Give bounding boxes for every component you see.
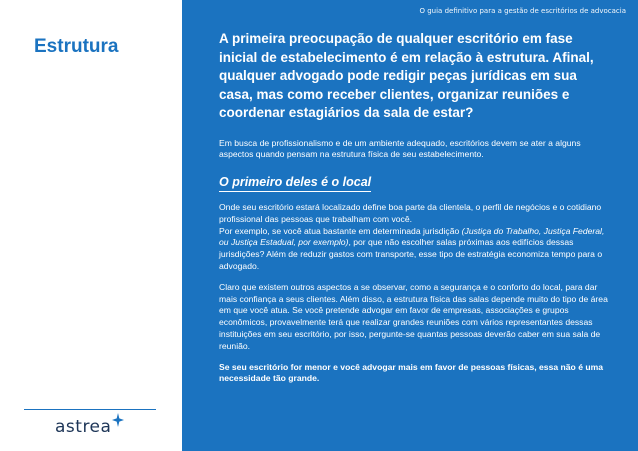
lead-paragraph: A primeira preocupação de qualquer escritório em fase inicial de estabelecimento é em relação à estrutura. Afinal, qualquer advogado pode redigir peças jurídicas em sua casa, mas como receber clientes, organizar reuniões e coordenar estagiários da sala de estar? — [219, 31, 594, 120]
aspects-paragraph: Claro que existem outros aspectos a se observar, como a segurança e o conforto do local, para dar mais confiança a seus clientes. Além disso, a estrutura física das salas depende muito do tipo de área em que você atua. Se você pretende advogar em favor de empresas, associações e grupos econômicos, provavelmente terá que realizar grandes reuniões com vários representantes dessas instituições em seu escritório, por isso, pergunte-se quantas pessoas deverão caber em sua sala de reunião. — [219, 281, 608, 351]
sparkle-star-icon — [112, 413, 124, 427]
intro-paragraph: Em busca de profissionalismo e de um ambiente adequado, escritórios devem se ater a alguns aspectos quando pensam na estrutura física de seu estabelecimento. — [219, 137, 581, 160]
location-paragraph: Onde seu escritório estará localizado define boa parte da clientela, o perfil de negócios e o cotidiano profissional das pessoas que trabalham com você. — [219, 202, 602, 224]
divider-line — [24, 409, 156, 410]
left-sidebar — [0, 0, 182, 451]
astrea-logo — [55, 416, 124, 440]
subheading: O primeiro deles é o local — [219, 175, 371, 192]
jurisdiction-examples: (Justiça do Trabalho, Justiça Federal, ou Justiça Estadual, por exemplo) — [219, 225, 605, 248]
article-body — [219, 30, 611, 385]
jurisdiction-text-end: , por que não escolher salas próximas aos edifícios dessas jurisdições? Além de reduzir gastos com transporte, esse tipo de estratégia economiza tempo para o advogado. — [219, 237, 603, 272]
section-title: Estrutura — [34, 36, 119, 57]
closing-paragraph: Se seu escritório for menor e você advogar mais em favor de pessoas físicas, essa não é uma necessidade tão grande. — [219, 361, 604, 384]
content-panel — [182, 0, 638, 451]
guide-header: O guia definitivo para a gestão de escritórios de advocacia — [419, 7, 626, 15]
jurisdiction-paragraph — [219, 226, 611, 273]
logo-text: astrea — [55, 417, 112, 437]
jurisdiction-text-start: Por exemplo, se você atua bastante em determinada jurisdição — [219, 225, 462, 236]
